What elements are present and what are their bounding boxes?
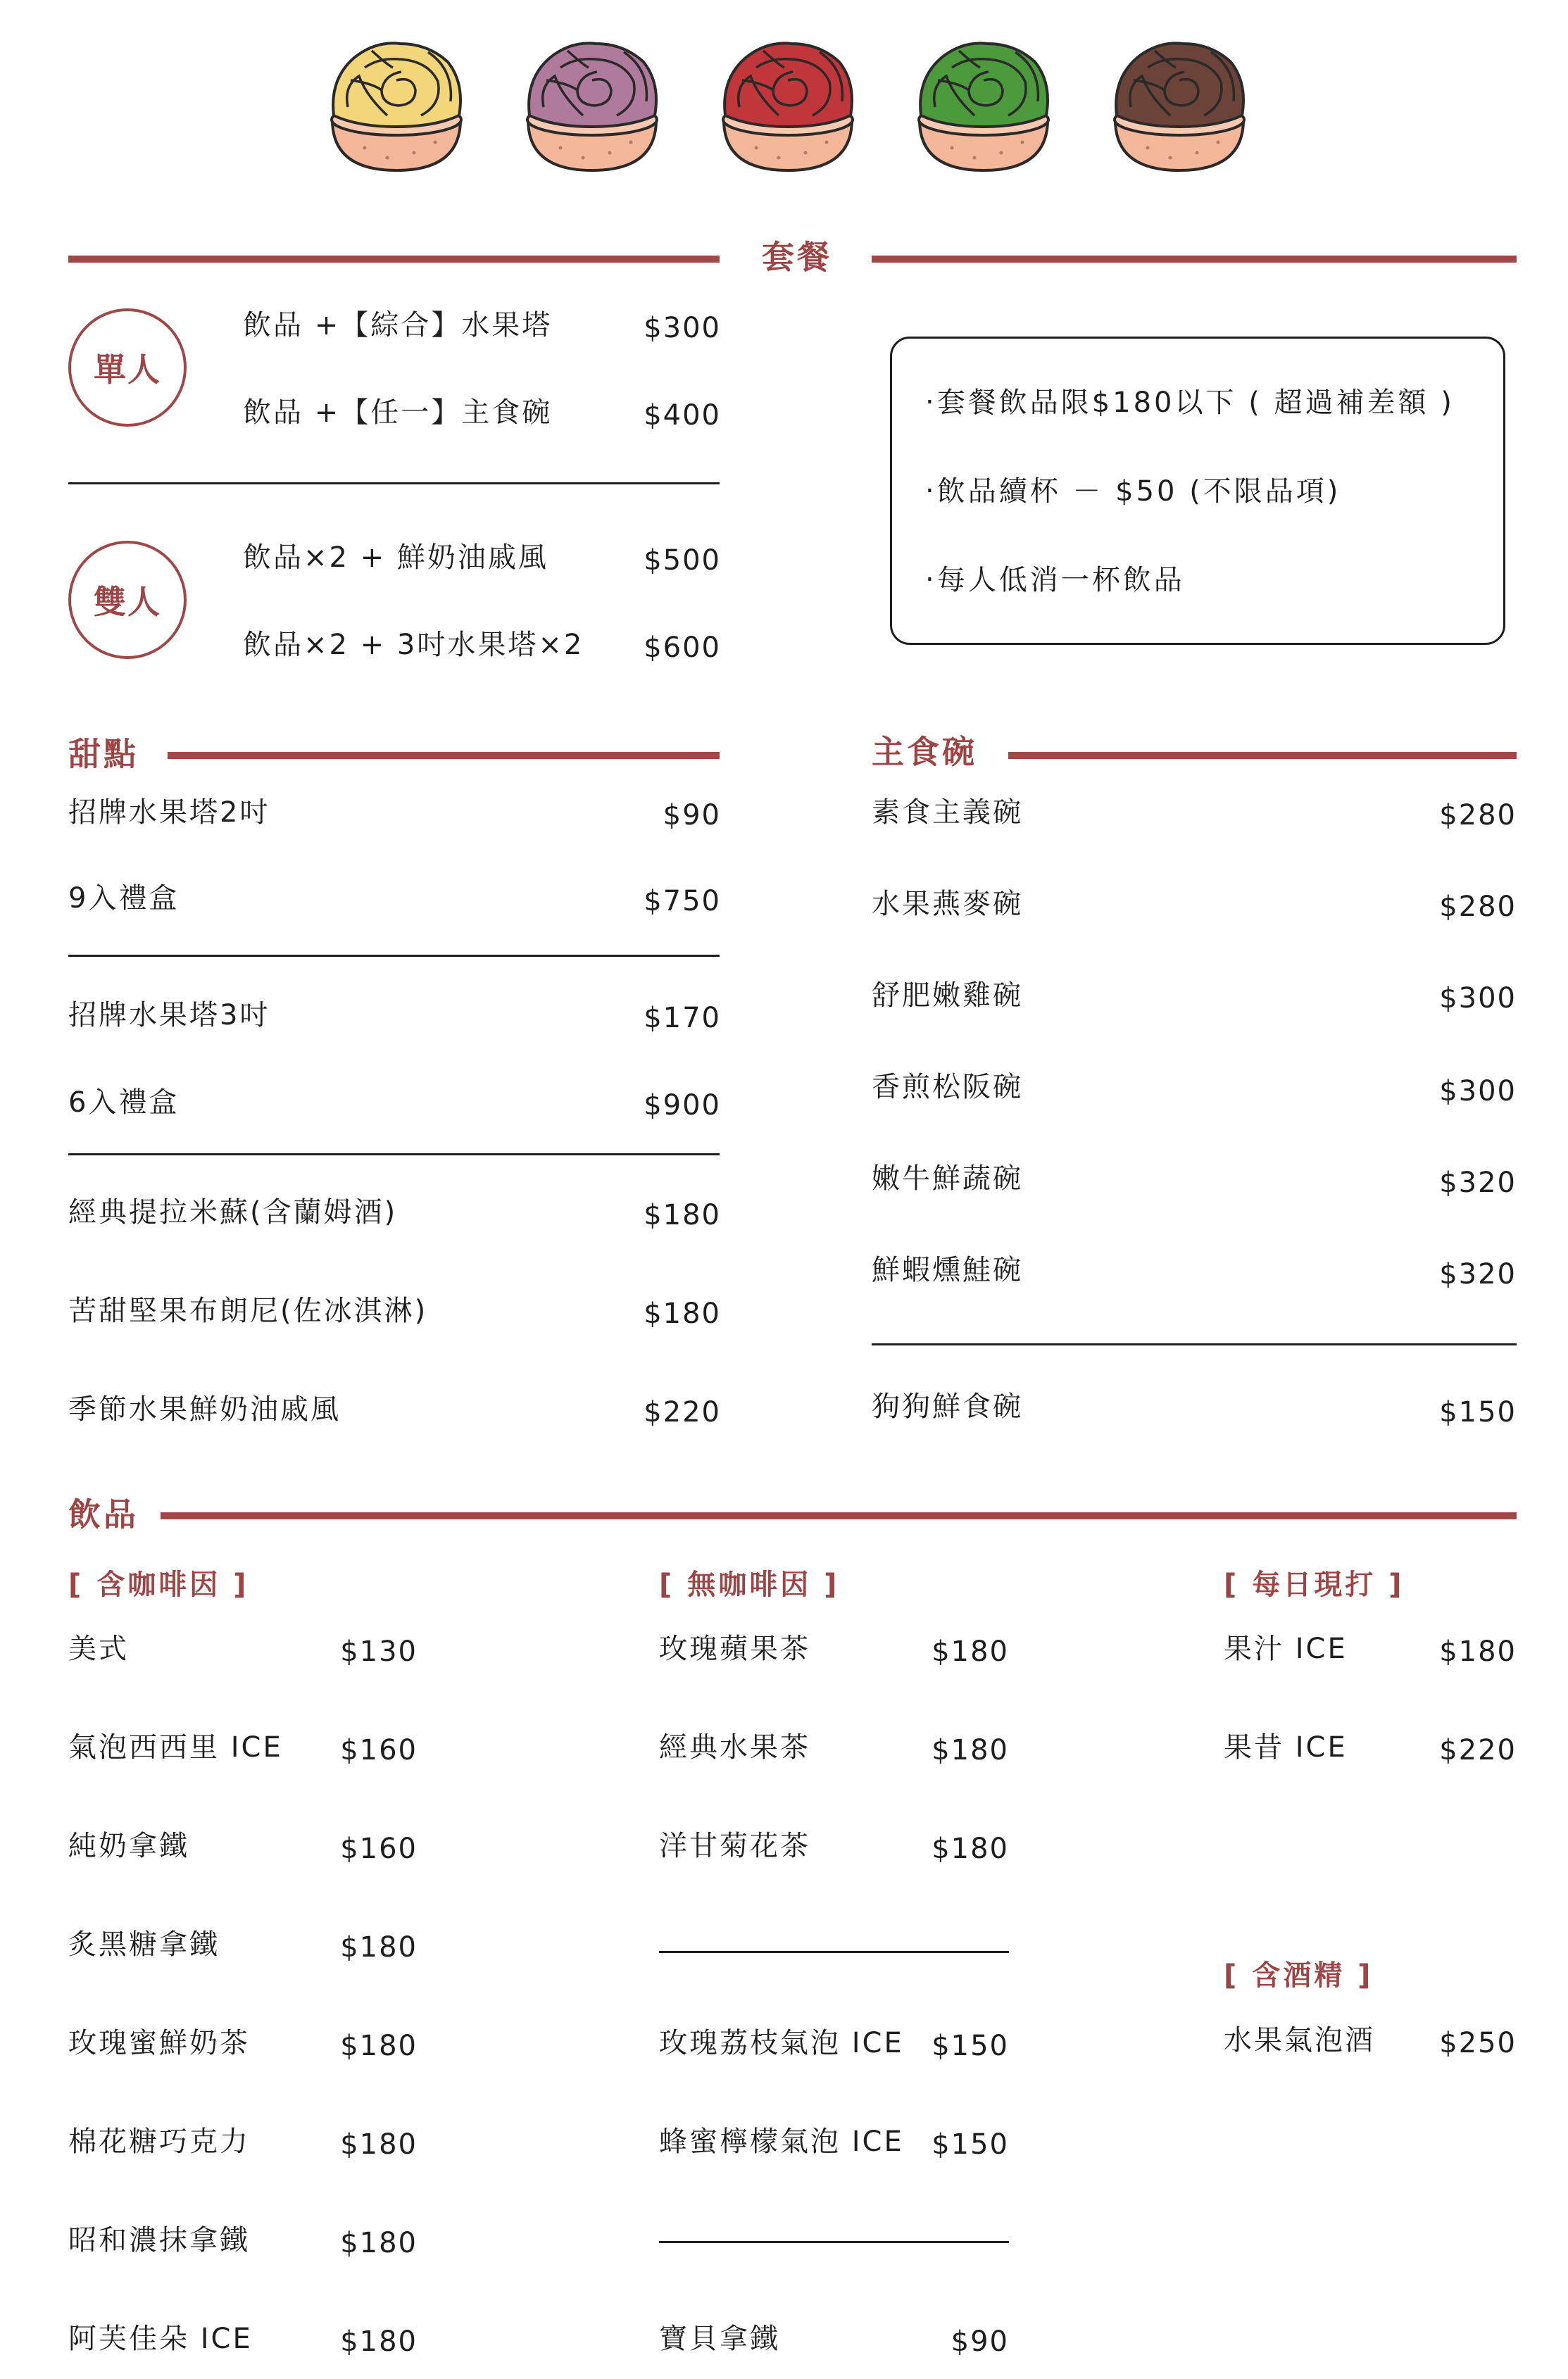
caffeine-drink-8-name: 阿芙佳朵 ICE <box>68 2323 253 2355</box>
dessert-3-name: 招牌水果塔3吋 <box>68 999 270 1031</box>
caffeine-drink-6-price: $180 <box>340 2128 418 2161</box>
bowl-1-price: $280 <box>1439 799 1517 831</box>
caffeine-drink-1-price: $130 <box>340 1636 418 1668</box>
single-item-2-price: $400 <box>644 399 721 432</box>
double-item-2-price: $600 <box>644 632 721 664</box>
decaf-drink-1-name: 玫瑰蘋果茶 <box>659 1633 810 1665</box>
decaf-label: [ 無咖啡因 ] <box>659 1569 840 1601</box>
double-badge: 雙人 <box>68 541 187 659</box>
caffeine-drink-1-name: 美式 <box>68 1633 129 1665</box>
decaf-drink-5-price: $150 <box>932 2128 1009 2161</box>
double-item-1-name: 飲品×2 + 鮮奶油戚風 <box>243 541 548 574</box>
caffeine-label: [ 含咖啡因 ] <box>68 1569 249 1601</box>
bowl-3-name: 舒肥嫩雞碗 <box>872 979 1023 1012</box>
daily-drink-1-name: 果汁 ICE <box>1224 1633 1348 1665</box>
set-meal-bar-left <box>68 256 720 263</box>
decaf-drink-1-price: $180 <box>932 1636 1009 1668</box>
desserts-divider-2 <box>68 1153 720 1155</box>
bowl-7-price: $150 <box>1439 1396 1517 1429</box>
alcohol-label: [ 含酒精 ] <box>1224 1959 1374 1992</box>
decaf-drink-6-name: 寶貝拿鐵 <box>659 2323 780 2355</box>
set-meal-title: 套餐 <box>762 238 832 276</box>
dessert-1-price: $90 <box>663 799 721 831</box>
decaf-divider-2 <box>659 2241 1009 2243</box>
single-item-2-name: 飲品 +【任一】主食碗 <box>243 396 553 429</box>
decaf-drink-3-price: $180 <box>932 1833 1009 1865</box>
dessert-2-price: $750 <box>644 885 721 917</box>
dessert-5-name: 經典提拉米蘇(含蘭姆酒) <box>68 1196 398 1229</box>
caffeine-drink-4-price: $180 <box>340 1931 418 1964</box>
bowls-bar <box>1008 752 1517 759</box>
daily-label: [ 每日現打 ] <box>1224 1569 1405 1601</box>
bowl-4-name: 香煎松阪碗 <box>872 1071 1023 1103</box>
decaf-divider-1 <box>659 1951 1009 1953</box>
bowl-5-price: $320 <box>1439 1167 1517 1199</box>
single-item-1-price: $300 <box>644 312 721 344</box>
decaf-drink-2-name: 經典水果茶 <box>659 1731 810 1764</box>
caffeine-drink-7-name: 昭和濃抹拿鐵 <box>68 2224 250 2256</box>
decaf-drink-6-price: $90 <box>951 2325 1009 2358</box>
yellow-tart-icon <box>322 37 470 177</box>
bowl-1-name: 素食主義碗 <box>872 796 1023 829</box>
daily-drink-2-price: $220 <box>1439 1734 1517 1766</box>
purple-tart-icon <box>518 37 666 177</box>
bowl-6-price: $320 <box>1439 1258 1517 1291</box>
alcohol-drink-1-name: 水果氣泡酒 <box>1224 2024 1375 2057</box>
dessert-1-name: 招牌水果塔2吋 <box>68 796 270 829</box>
dessert-3-price: $170 <box>644 1002 721 1034</box>
dessert-7-price: $220 <box>644 1396 721 1429</box>
single-item-1-name: 飲品 +【綜合】水果塔 <box>243 309 553 341</box>
decaf-drink-3-name: 洋甘菊花茶 <box>659 1830 810 1862</box>
bowl-7-name: 狗狗鮮食碗 <box>872 1391 1023 1423</box>
green-tart-icon <box>910 37 1058 177</box>
double-item-2-name: 飲品×2 + 3吋水果塔×2 <box>243 629 584 661</box>
dessert-6-name: 苦甜堅果布朗尼(佐冰淇淋) <box>68 1295 428 1327</box>
decaf-drink-4-price: $150 <box>932 2030 1009 2062</box>
bowls-divider <box>872 1343 1517 1345</box>
bowl-3-price: $300 <box>1439 982 1517 1015</box>
caffeine-drink-3-name: 純奶拿鐵 <box>68 1830 189 1862</box>
desserts-title: 甜點 <box>68 735 139 773</box>
decaf-drink-4-name: 玫瑰荔枝氣泡 ICE <box>659 2027 904 2059</box>
bowl-2-price: $280 <box>1439 891 1517 923</box>
set-meal-divider <box>68 482 720 484</box>
caffeine-drink-6-name: 棉花糖巧克力 <box>68 2126 250 2158</box>
set-meal-note-2: ‧飲品續杯 － $50 (不限品項) <box>925 475 1341 508</box>
caffeine-drink-2-price: $160 <box>340 1734 418 1766</box>
brown-tart-icon <box>1105 37 1253 177</box>
decaf-drink-5-name: 蜂蜜檸檬氣泡 ICE <box>659 2126 904 2158</box>
dessert-6-price: $180 <box>644 1298 721 1330</box>
alcohol-drink-1-price: $250 <box>1439 2027 1517 2059</box>
caffeine-drink-5-name: 玫瑰蜜鮮奶茶 <box>68 2027 250 2059</box>
bowl-2-name: 水果燕麥碗 <box>872 888 1023 920</box>
caffeine-drink-5-price: $180 <box>340 2030 418 2062</box>
caffeine-drink-3-price: $160 <box>340 1833 418 1865</box>
set-meal-note-3: ‧每人低消一杯飲品 <box>925 564 1185 596</box>
bowl-4-price: $300 <box>1439 1075 1517 1107</box>
bowl-6-name: 鮮蝦燻鮭碗 <box>872 1254 1023 1286</box>
dessert-4-price: $900 <box>644 1089 721 1122</box>
dessert-2-name: 9入禮盒 <box>68 882 180 915</box>
daily-drink-1-price: $180 <box>1439 1636 1517 1668</box>
double-item-1-price: $500 <box>644 544 721 577</box>
dessert-4-name: 6入禮盒 <box>68 1086 180 1119</box>
dessert-5-price: $180 <box>644 1199 721 1231</box>
desserts-divider-1 <box>68 955 720 957</box>
caffeine-drink-7-price: $180 <box>340 2227 418 2259</box>
caffeine-drink-2-name: 氣泡西西里 ICE <box>68 1731 283 1764</box>
caffeine-drink-4-name: 炙黑糖拿鐵 <box>68 1928 220 1961</box>
desserts-bar <box>168 752 720 759</box>
drinks-title: 飲品 <box>68 1495 139 1533</box>
set-meal-bar-right <box>872 256 1517 263</box>
decaf-drink-2-price: $180 <box>932 1734 1009 1766</box>
bowls-title: 主食碗 <box>872 733 977 771</box>
bowl-5-name: 嫩牛鮮蔬碗 <box>872 1162 1023 1195</box>
single-badge: 單人 <box>68 308 187 427</box>
set-meal-note-1: ‧套餐飲品限$180以下 ( 超過補差額 ) <box>925 387 1455 419</box>
drinks-bar <box>161 1512 1517 1519</box>
dessert-7-name: 季節水果鮮奶油戚風 <box>68 1393 341 1426</box>
caffeine-drink-8-price: $180 <box>340 2325 418 2358</box>
daily-drink-2-name: 果昔 ICE <box>1224 1731 1348 1764</box>
red-tart-icon <box>714 37 862 177</box>
